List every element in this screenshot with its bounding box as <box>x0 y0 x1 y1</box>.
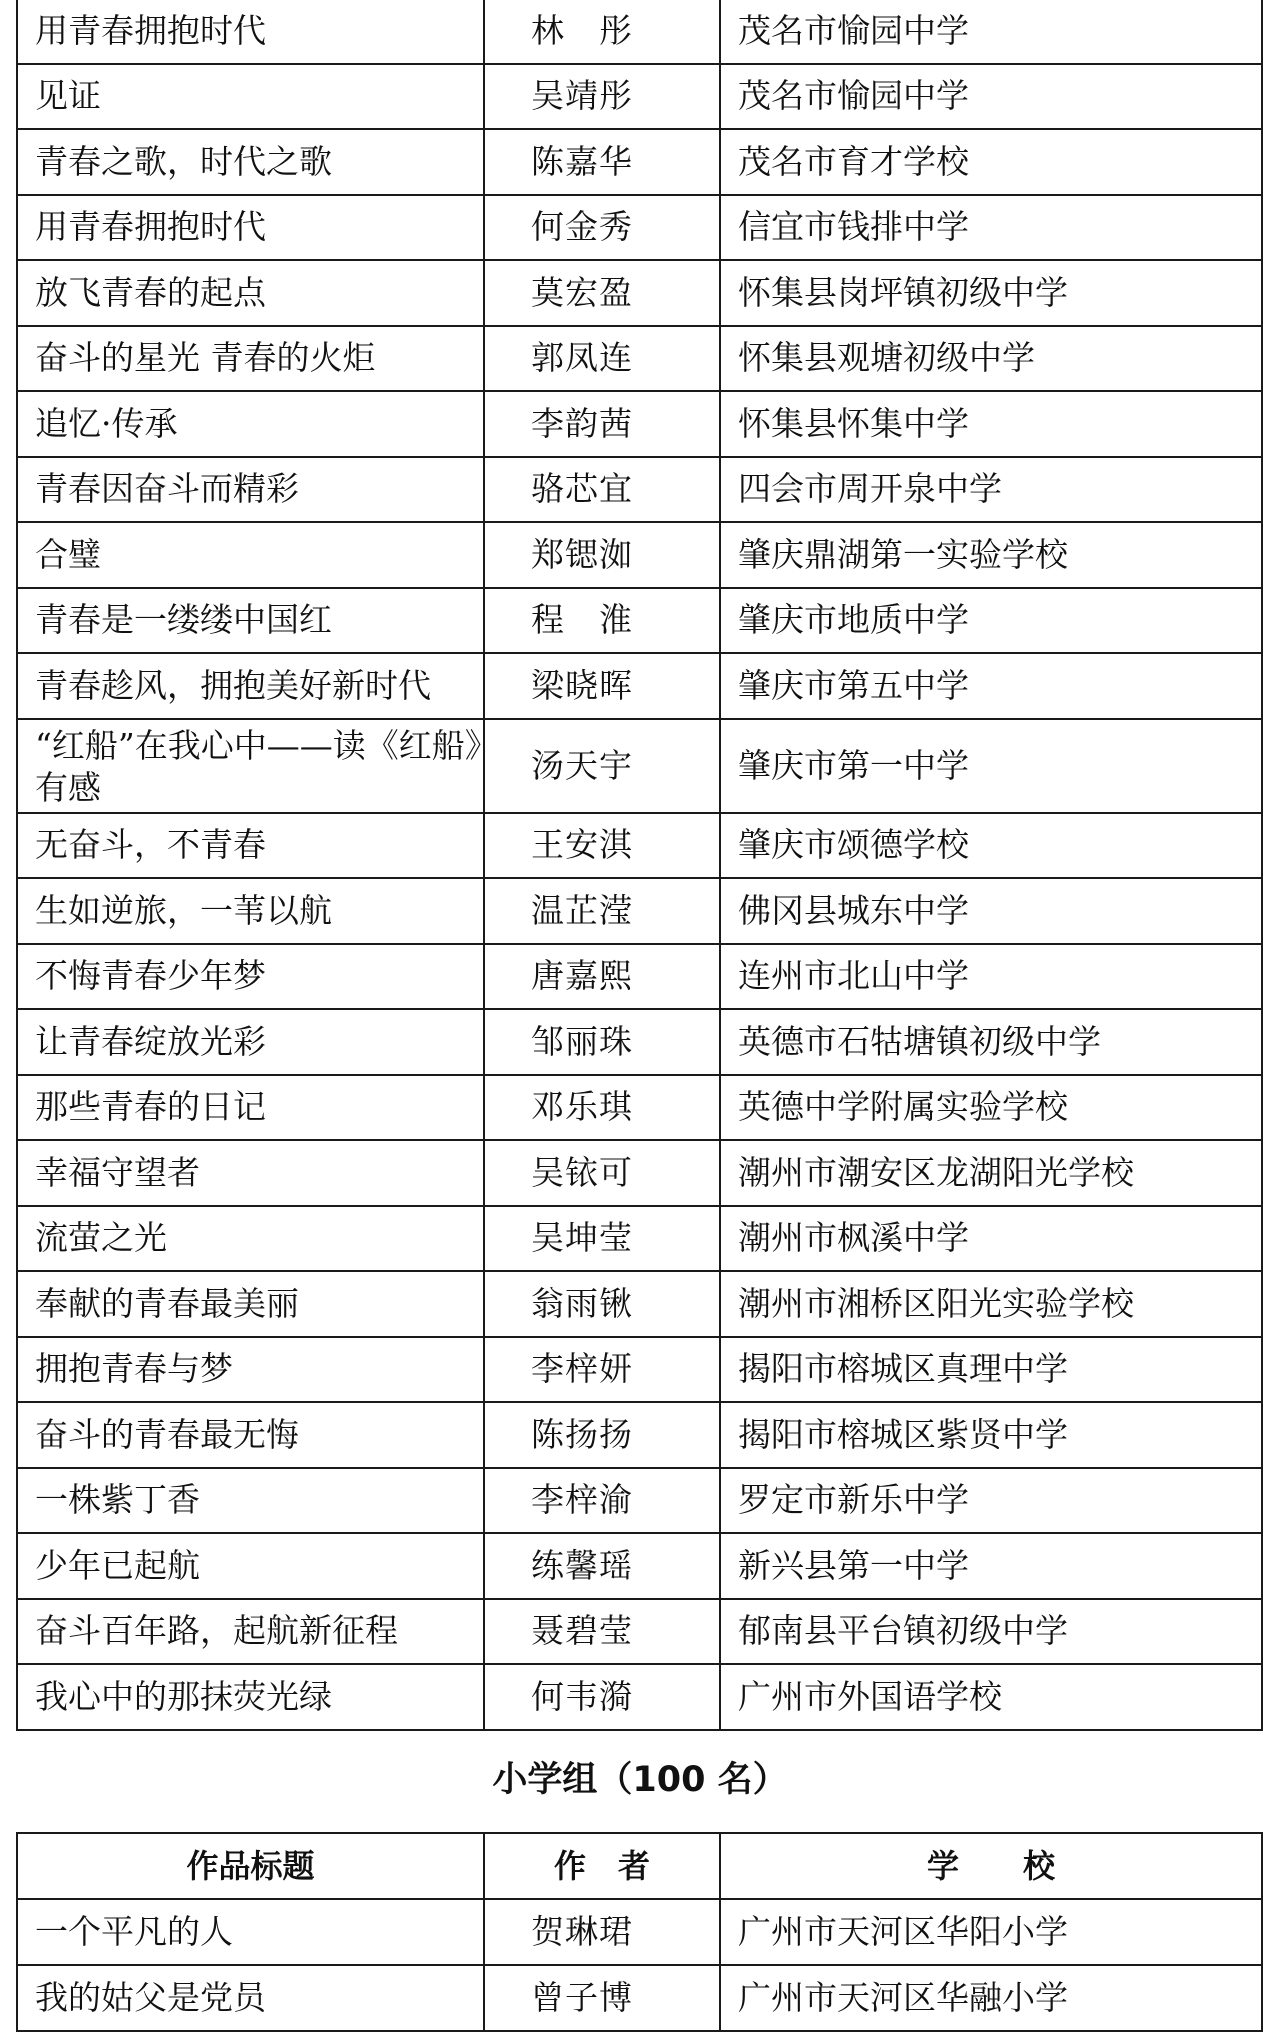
work-title-cell: 奋斗的青春最无悔 <box>17 1402 484 1468</box>
school-cell: 新兴县第一中学 <box>720 1533 1262 1599</box>
table-row <box>17 64 1262 130</box>
author-cell: 郑锶洳 <box>484 522 720 588</box>
school-cell: 肇庆市颂德学校 <box>720 813 1262 879</box>
table-row <box>17 719 1262 813</box>
author-cell: 吴铱可 <box>484 1140 720 1206</box>
table-row <box>17 1965 1262 2031</box>
school-cell: 英德中学附属实验学校 <box>720 1075 1262 1141</box>
table-row <box>17 129 1262 195</box>
school-cell: 信宜市钱排中学 <box>720 195 1262 261</box>
table-body <box>17 1899 1262 2031</box>
author-cell: 李韵茜 <box>484 391 720 457</box>
school-cell: 广州市天河区华融小学 <box>720 1965 1262 2031</box>
table-row <box>17 1533 1262 1599</box>
work-title-cell: 奉献的青春最美丽 <box>17 1271 484 1337</box>
section-heading: 小学组（100 名） <box>492 1760 788 1800</box>
table-row <box>17 1140 1262 1206</box>
school-cell: 潮州市枫溪中学 <box>720 1206 1262 1272</box>
primary-school-award-table <box>16 1832 1263 2032</box>
school-cell: 广州市天河区华阳小学 <box>720 1899 1262 1965</box>
table-row <box>17 1075 1262 1141</box>
table-row <box>17 195 1262 261</box>
work-title-cell: 青春之歌，时代之歌 <box>17 129 484 195</box>
author-cell: 莫宏盈 <box>484 260 720 326</box>
work-title-cell: 一株紫丁香 <box>17 1468 484 1534</box>
work-title-cell: 奋斗的星光 青春的火炬 <box>17 326 484 392</box>
author-cell: 林 彤 <box>484 0 720 64</box>
school-cell: 罗定市新乐中学 <box>720 1468 1262 1534</box>
school-cell: 怀集县观塘初级中学 <box>720 326 1262 392</box>
author-cell: 陈扬扬 <box>484 1402 720 1468</box>
school-cell: 英德市石牯塘镇初级中学 <box>720 1009 1262 1075</box>
author-cell: 聂碧莹 <box>484 1599 720 1665</box>
work-title-cell: “红船”在我心中——读《红船》有感 <box>17 719 484 813</box>
column-header-author: 作 者 <box>484 1833 720 1899</box>
work-title-cell: 我的姑父是党员 <box>17 1965 484 2031</box>
author-cell: 何金秀 <box>484 195 720 261</box>
table-row <box>17 1009 1262 1075</box>
author-cell: 贺琳珺 <box>484 1899 720 1965</box>
author-cell: 翁雨锹 <box>484 1271 720 1337</box>
school-cell: 四会市周开泉中学 <box>720 457 1262 523</box>
work-title-cell: 让青春绽放光彩 <box>17 1009 484 1075</box>
work-title-cell: 青春趁风，拥抱美好新时代 <box>17 653 484 719</box>
work-title-cell: 奋斗百年路，起航新征程 <box>17 1599 484 1665</box>
work-title-cell: 幸福守望者 <box>17 1140 484 1206</box>
author-cell: 程 淮 <box>484 588 720 654</box>
table-row <box>17 391 1262 457</box>
author-cell: 邓乐琪 <box>484 1075 720 1141</box>
school-cell: 揭阳市榕城区紫贤中学 <box>720 1402 1262 1468</box>
school-cell: 肇庆市地质中学 <box>720 588 1262 654</box>
table-row <box>17 326 1262 392</box>
school-cell: 潮州市湘桥区阳光实验学校 <box>720 1271 1262 1337</box>
school-cell: 怀集县怀集中学 <box>720 391 1262 457</box>
table-row <box>17 813 1262 879</box>
column-header-title: 作品标题 <box>17 1833 484 1899</box>
table-row <box>17 1206 1262 1272</box>
table-row <box>17 588 1262 654</box>
work-title-cell: 用青春拥抱时代 <box>17 195 484 261</box>
author-cell: 邹丽珠 <box>484 1009 720 1075</box>
school-cell: 连州市北山中学 <box>720 944 1262 1010</box>
school-cell: 佛冈县城东中学 <box>720 878 1262 944</box>
school-cell: 茂名市育才学校 <box>720 129 1262 195</box>
work-title-cell: 放飞青春的起点 <box>17 260 484 326</box>
school-cell: 肇庆市第一中学 <box>720 719 1262 813</box>
school-cell: 肇庆市第五中学 <box>720 653 1262 719</box>
column-header-school: 学 校 <box>720 1833 1262 1899</box>
author-cell: 吴坤莹 <box>484 1206 720 1272</box>
school-cell: 潮州市潮安区龙湖阳光学校 <box>720 1140 1262 1206</box>
table-row <box>17 1337 1262 1403</box>
author-cell: 郭凤连 <box>484 326 720 392</box>
table-row <box>17 522 1262 588</box>
author-cell: 汤天宇 <box>484 719 720 813</box>
author-cell: 曾子博 <box>484 1965 720 2031</box>
author-cell: 李梓妍 <box>484 1337 720 1403</box>
school-cell: 茂名市愉园中学 <box>720 0 1262 64</box>
table-row <box>17 0 1262 64</box>
middle-school-award-table <box>16 0 1263 1731</box>
table-row <box>17 1271 1262 1337</box>
work-title-cell: 青春是一缕缕中国红 <box>17 588 484 654</box>
table-header-row <box>17 1833 1262 1899</box>
author-cell: 唐嘉熙 <box>484 944 720 1010</box>
author-cell: 王安淇 <box>484 813 720 879</box>
work-title-cell: 拥抱青春与梦 <box>17 1337 484 1403</box>
work-title-cell: 追忆·传承 <box>17 391 484 457</box>
work-title-cell: 生如逆旅，一苇以航 <box>17 878 484 944</box>
table-row <box>17 1664 1262 1730</box>
work-title-cell: 一个平凡的人 <box>17 1899 484 1965</box>
author-cell: 何韦漪 <box>484 1664 720 1730</box>
table-row <box>17 1468 1262 1534</box>
author-cell: 梁晓晖 <box>484 653 720 719</box>
author-cell: 李梓渝 <box>484 1468 720 1534</box>
author-cell: 骆芯宜 <box>484 457 720 523</box>
author-cell: 温芷滢 <box>484 878 720 944</box>
table-row <box>17 457 1262 523</box>
table-row <box>17 260 1262 326</box>
work-title-cell: 少年已起航 <box>17 1533 484 1599</box>
school-cell: 郁南县平台镇初级中学 <box>720 1599 1262 1665</box>
school-cell: 肇庆鼎湖第一实验学校 <box>720 522 1262 588</box>
school-cell: 茂名市愉园中学 <box>720 64 1262 130</box>
work-title-cell: 青春因奋斗而精彩 <box>17 457 484 523</box>
work-title-cell: 不悔青春少年梦 <box>17 944 484 1010</box>
work-title-cell: 那些青春的日记 <box>17 1075 484 1141</box>
table-row <box>17 944 1262 1010</box>
table-row <box>17 1599 1262 1665</box>
author-cell: 吴靖彤 <box>484 64 720 130</box>
table-row <box>17 1899 1262 1965</box>
table-row <box>17 878 1262 944</box>
author-cell: 练馨瑶 <box>484 1533 720 1599</box>
school-cell: 怀集县岗坪镇初级中学 <box>720 260 1262 326</box>
table-row <box>17 1402 1262 1468</box>
author-cell: 陈嘉华 <box>484 129 720 195</box>
work-title-cell: 我心中的那抹荧光绿 <box>17 1664 484 1730</box>
work-title-cell: 用青春拥抱时代 <box>17 0 484 64</box>
school-cell: 揭阳市榕城区真理中学 <box>720 1337 1262 1403</box>
work-title-cell: 合璧 <box>17 522 484 588</box>
work-title-cell: 见证 <box>17 64 484 130</box>
school-cell: 广州市外国语学校 <box>720 1664 1262 1730</box>
table-row <box>17 653 1262 719</box>
table-body <box>17 0 1262 1730</box>
work-title-cell: 流萤之光 <box>17 1206 484 1272</box>
work-title-cell: 无奋斗，不青春 <box>17 813 484 879</box>
